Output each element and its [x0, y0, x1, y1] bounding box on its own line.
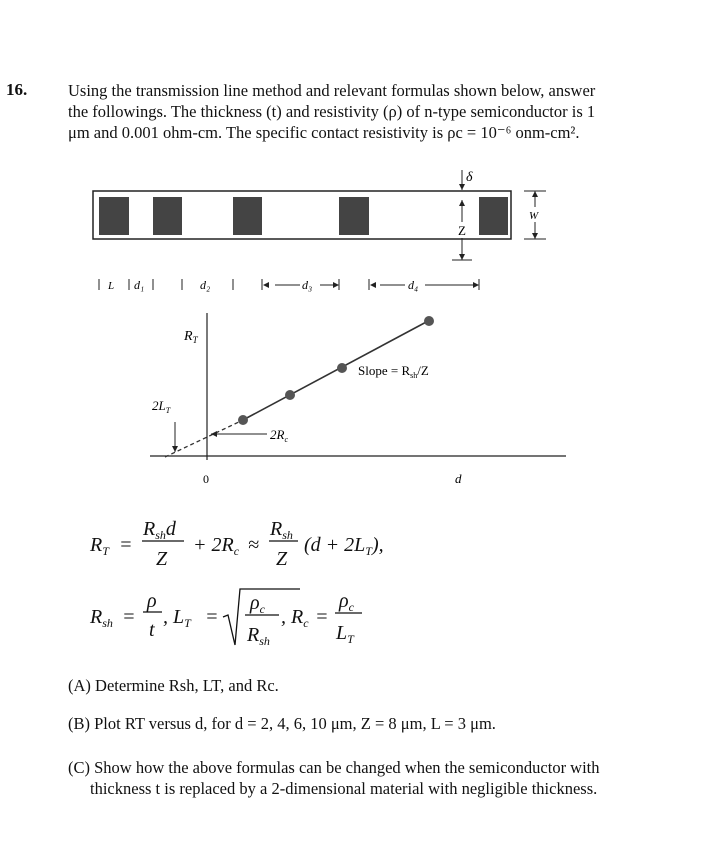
formula-block — [0, 505, 720, 655]
svg-text:LT: $L_T$ — [336, 622, 354, 646]
data-point-1 — [238, 415, 248, 425]
two-rc-label: $2R_c$ — [270, 427, 289, 444]
tlm-diagram — [0, 160, 720, 500]
spacing-label-d1: d₁ — [134, 278, 145, 292]
spacing-row — [99, 279, 479, 290]
question-number: 16. — [6, 80, 28, 99]
contact-pad-3 — [233, 197, 262, 235]
zero-label: 0 — [203, 472, 209, 486]
svg-text:ρ: ρ — [147, 590, 157, 612]
svg-text:Rsh: $R_{sh}$ — [90, 606, 113, 630]
svg-text:Rsh: $R_{sh}$ — [247, 624, 270, 648]
rt-axis-label: $R_T$ — [184, 329, 198, 345]
svg-text:ρc: $\rho_c$ — [339, 590, 354, 614]
svg-text:(d + 2LT),: $(d + 2L_T)$, — [304, 534, 384, 558]
svg-text:=: = — [122, 606, 136, 628]
svg-text:t: t — [149, 619, 155, 641]
spacing-label-d3: d₃ — [302, 278, 313, 292]
svg-text:Rshd: $R_{sh}d$ — [143, 518, 176, 542]
d-axis-label: d — [455, 471, 462, 486]
data-point-3 — [337, 363, 347, 373]
question-intro — [68, 80, 678, 143]
svg-text:=: = — [315, 606, 329, 628]
delta-label: δ — [466, 170, 473, 185]
svg-text:, Rc: , $R_c$ — [281, 606, 309, 630]
spacing-label-l: L — [108, 280, 115, 292]
part-c-line-1: (C) Show how the above formulas can be changed when the semiconductor with — [68, 758, 600, 777]
part-a: (A) Determine Rsh, LT, and Rc. — [68, 676, 279, 695]
svg-text:Rsh: $R_{sh}$ — [270, 518, 293, 542]
svg-text:Z: Z — [276, 548, 288, 570]
slope-label: Slope = $R_{sh}/Z$ — [358, 363, 429, 380]
svg-text:ρc: $\rho_c$ — [250, 592, 265, 616]
data-point-4 — [424, 316, 434, 326]
extrapolation-line — [165, 420, 243, 457]
svg-text:Z: Z — [156, 548, 168, 570]
z-label: Z — [458, 223, 466, 238]
w-label: W — [529, 210, 539, 222]
svg-text:=: = — [119, 534, 133, 556]
spacing-label-d2: d₂ — [200, 278, 211, 292]
contact-pad-5 — [479, 197, 508, 235]
intro-line-1: Using the transmission line method and relevant formulas shown below, answer — [68, 81, 596, 100]
svg-text:=: = — [205, 606, 219, 628]
svg-text:RT: $R_T$ — [90, 534, 109, 558]
contact-pad-4 — [339, 197, 369, 235]
part-c-line-2: thickness t is replaced by a 2-dimensional material with negligible thickness. — [90, 779, 598, 798]
svg-text:, LT: , $L_T$ — [163, 606, 191, 630]
intro-line-3: μm and 0.001 ohm-cm. The specific contact resistivity is ρc = 10⁻⁶ onm-cm². — [68, 123, 580, 142]
contact-pad-1 — [99, 197, 129, 235]
svg-text:≈: ≈ — [248, 534, 259, 556]
spacing-label-d4: d₄ — [408, 278, 419, 292]
part-b: (B) Plot RT versus d, for d = 2, 4, 6, 10 μm, Z = 8 μm, L = 3 μm. — [68, 714, 496, 733]
two-lt-label: $2L_T$ — [152, 398, 171, 415]
part-c — [68, 757, 678, 799]
svg-text:+ 2Rc: + $2R_c$ — [193, 534, 240, 558]
contact-pad-2 — [153, 197, 182, 235]
data-point-2 — [285, 390, 295, 400]
intro-line-2: the followings. The thickness (t) and resistivity (ρ) of n-type semiconductor is 1 — [68, 102, 596, 121]
